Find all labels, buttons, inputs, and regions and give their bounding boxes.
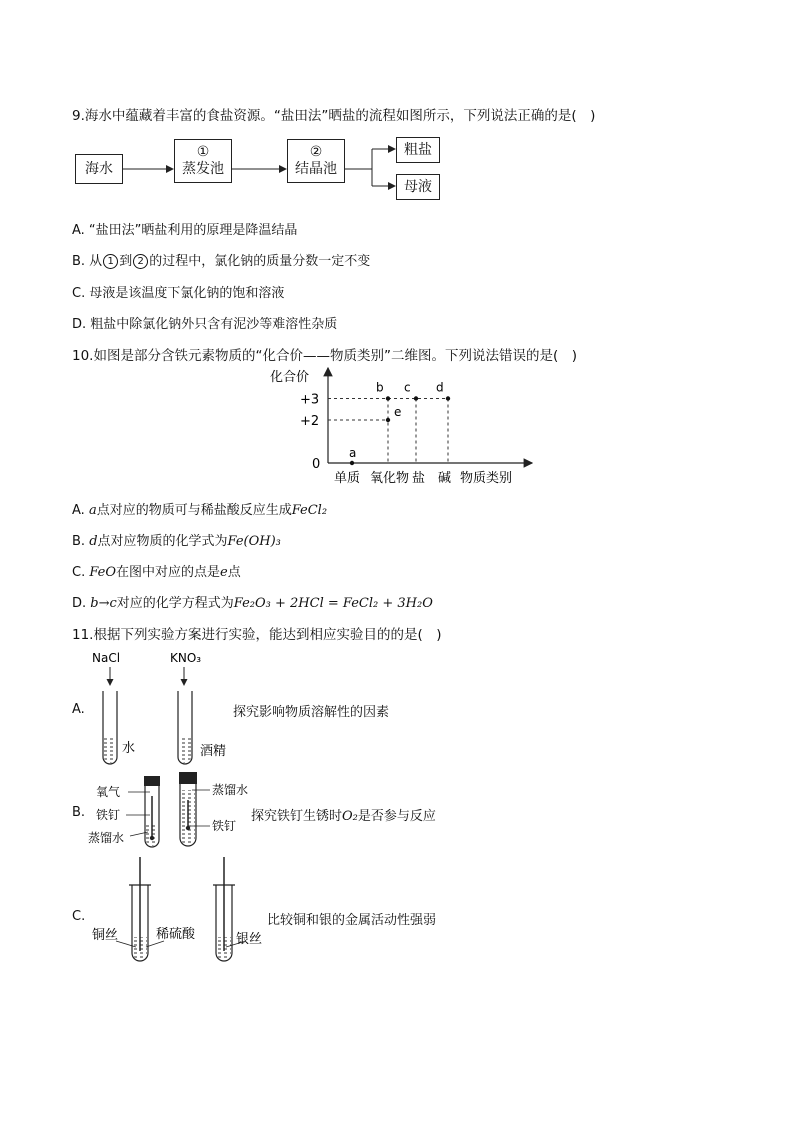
q9-option-b-mid: 到 [119, 254, 133, 269]
point-label-e: e [394, 405, 402, 419]
q9-stem: 9.海水中蕴藏着丰富的食盐资源。“盐田法”晒盐的流程如图所示，下列说法正确的是( ) [72, 108, 596, 124]
x-category-label: 盐 [412, 471, 426, 486]
flow-seawater-label: 海水 [85, 160, 113, 177]
q10-option-c-math1: FeO [89, 565, 117, 580]
circled-1: 1 [103, 254, 118, 269]
q11-option-a-letter: A. [72, 702, 85, 717]
q10-option-a-mid: 点对应的物质可与稀盐酸反应生成 [96, 503, 292, 518]
q9-option-b [72, 250, 370, 269]
y-tick-label: +3 [300, 392, 320, 408]
water-liquid [104, 738, 116, 763]
y-axis-label: 化合价 [270, 370, 310, 385]
flow-crude-salt-label: 粗盐 [404, 141, 432, 158]
nail-tip-left [150, 836, 154, 840]
x-axis-label: 物质类别 [460, 471, 513, 486]
label-oxygen: 氧气 [96, 785, 121, 799]
q9-option-b-suffix: 的过程中，氯化钠的质量分数一定不变 [149, 254, 371, 269]
label-dilute-sulfuric-acid: 稀硫酸 [156, 927, 196, 942]
data-point-b [386, 396, 390, 400]
q10-option-b-mid: 点对应物质的化学式为 [97, 534, 228, 549]
q10-option-c [72, 561, 241, 580]
alcohol-liquid [179, 738, 191, 763]
q9-option-a: A. “盐田法”晒盐利用的原理是降温结晶 [72, 223, 298, 238]
flow-pool1-number: ① [196, 144, 210, 160]
q10-stem: 10.如图是部分含铁元素物质的“化合价——物质类别”二维图。下列说法错误的是( ) [72, 348, 577, 364]
stopper-right [179, 772, 197, 784]
q10-option-d-math1: b→c [90, 596, 117, 611]
q10-option-d-math2: Fe₂O₃ + 2HCl = FeCl₂ + 3H₂O [233, 596, 433, 611]
flow-pool1-name: 蒸发池 [182, 161, 224, 177]
label-distilled-water-left: 蒸馏水 [88, 831, 125, 845]
x-category-label: 碱 [438, 471, 452, 486]
q11-option-c-letter: C. [72, 909, 86, 924]
data-point-a [350, 461, 354, 465]
water-label: 水 [122, 741, 136, 756]
label-distilled-water-right: 蒸馏水 [212, 783, 249, 797]
reagent-kno3-label: KNO₃ [170, 651, 202, 665]
flow-arrows [0, 0, 794, 220]
q10-option-b-math2: Fe(OH)₃ [227, 534, 281, 549]
q11-a-diagram [80, 645, 250, 770]
q10-option-c-prefix: C. [72, 565, 90, 580]
q9-option-b-prefix: B. 从 [72, 254, 103, 269]
q11-option-b-purpose [251, 805, 436, 824]
point-label-c: c [404, 380, 411, 395]
reagent-nacl-label: NaCl [92, 651, 121, 665]
stopper-left [144, 776, 160, 786]
q9-option-c: C. 母液是该温度下氯化钠的饱和溶液 [72, 286, 285, 301]
q10-option-c-math2: e [220, 565, 228, 580]
label-silver-wire: 银丝 [236, 932, 263, 947]
q11-b-purpose-prefix: 探究铁钉生锈时 [251, 809, 343, 824]
x-category-label: 单质 [334, 471, 361, 486]
x-category-label: 氧化物 [370, 471, 410, 486]
q10-option-a-math1: a [88, 503, 97, 518]
q10-option-b-math1: d [89, 534, 98, 549]
label-iron-nail-left: 铁钉 [96, 808, 121, 822]
q11-c-diagram [86, 855, 276, 970]
flow-pool2-name: 结晶池 [295, 161, 337, 177]
flow-mother-liquor-label: 母液 [404, 178, 432, 195]
q10-option-c-suffix: 点 [227, 565, 241, 580]
q10-option-c-mid: 在图中对应的点是 [116, 565, 221, 580]
q11-stem: 11.根据下列实验方案进行实验，能达到相应实验目的的是( ) [72, 627, 442, 643]
point-label-b: b [376, 380, 384, 395]
valence-chart [262, 362, 542, 492]
circled-2: 2 [133, 254, 148, 269]
q10-option-d [72, 592, 433, 611]
data-point-c [414, 396, 418, 400]
label-copper-wire: 铜丝 [92, 928, 119, 943]
q10-option-a-math2: FeCl₂ [291, 503, 328, 518]
q11-b-purpose-math: O₂ [342, 809, 358, 824]
q11-option-c-purpose: 比较铜和银的金属活动性强弱 [267, 913, 437, 928]
q11-b-purpose-suffix: 是否参与反应 [357, 809, 436, 824]
q10-option-d-prefix: D. [72, 596, 91, 611]
q10-option-d-mid: 对应的化学方程式为 [116, 596, 234, 611]
nail-tip-right [186, 826, 190, 830]
q9-option-d: D. 粗盐中除氯化钠外只含有泥沙等难溶性杂质 [72, 317, 338, 332]
label-iron-nail-right: 铁钉 [212, 819, 237, 833]
y-tick-label: +2 [300, 414, 320, 429]
flow-pool2-number: ② [309, 144, 323, 160]
alcohol-label: 酒精 [200, 744, 227, 759]
q10-option-a [72, 499, 327, 518]
q10-option-a-prefix: A. [72, 503, 89, 518]
q10-option-b-prefix: B. [72, 534, 90, 549]
data-point-d [446, 396, 450, 400]
point-label-a: a [349, 446, 357, 460]
data-point-e [386, 418, 390, 422]
q10-option-b [72, 530, 281, 549]
y-tick-label: 0 [312, 457, 321, 472]
point-label-d: d [436, 380, 444, 395]
q11-option-a-purpose: 探究影响物质溶解性的因素 [233, 705, 390, 720]
q11-b-diagram [86, 768, 256, 853]
q11-option-b-letter: B. [72, 805, 86, 820]
